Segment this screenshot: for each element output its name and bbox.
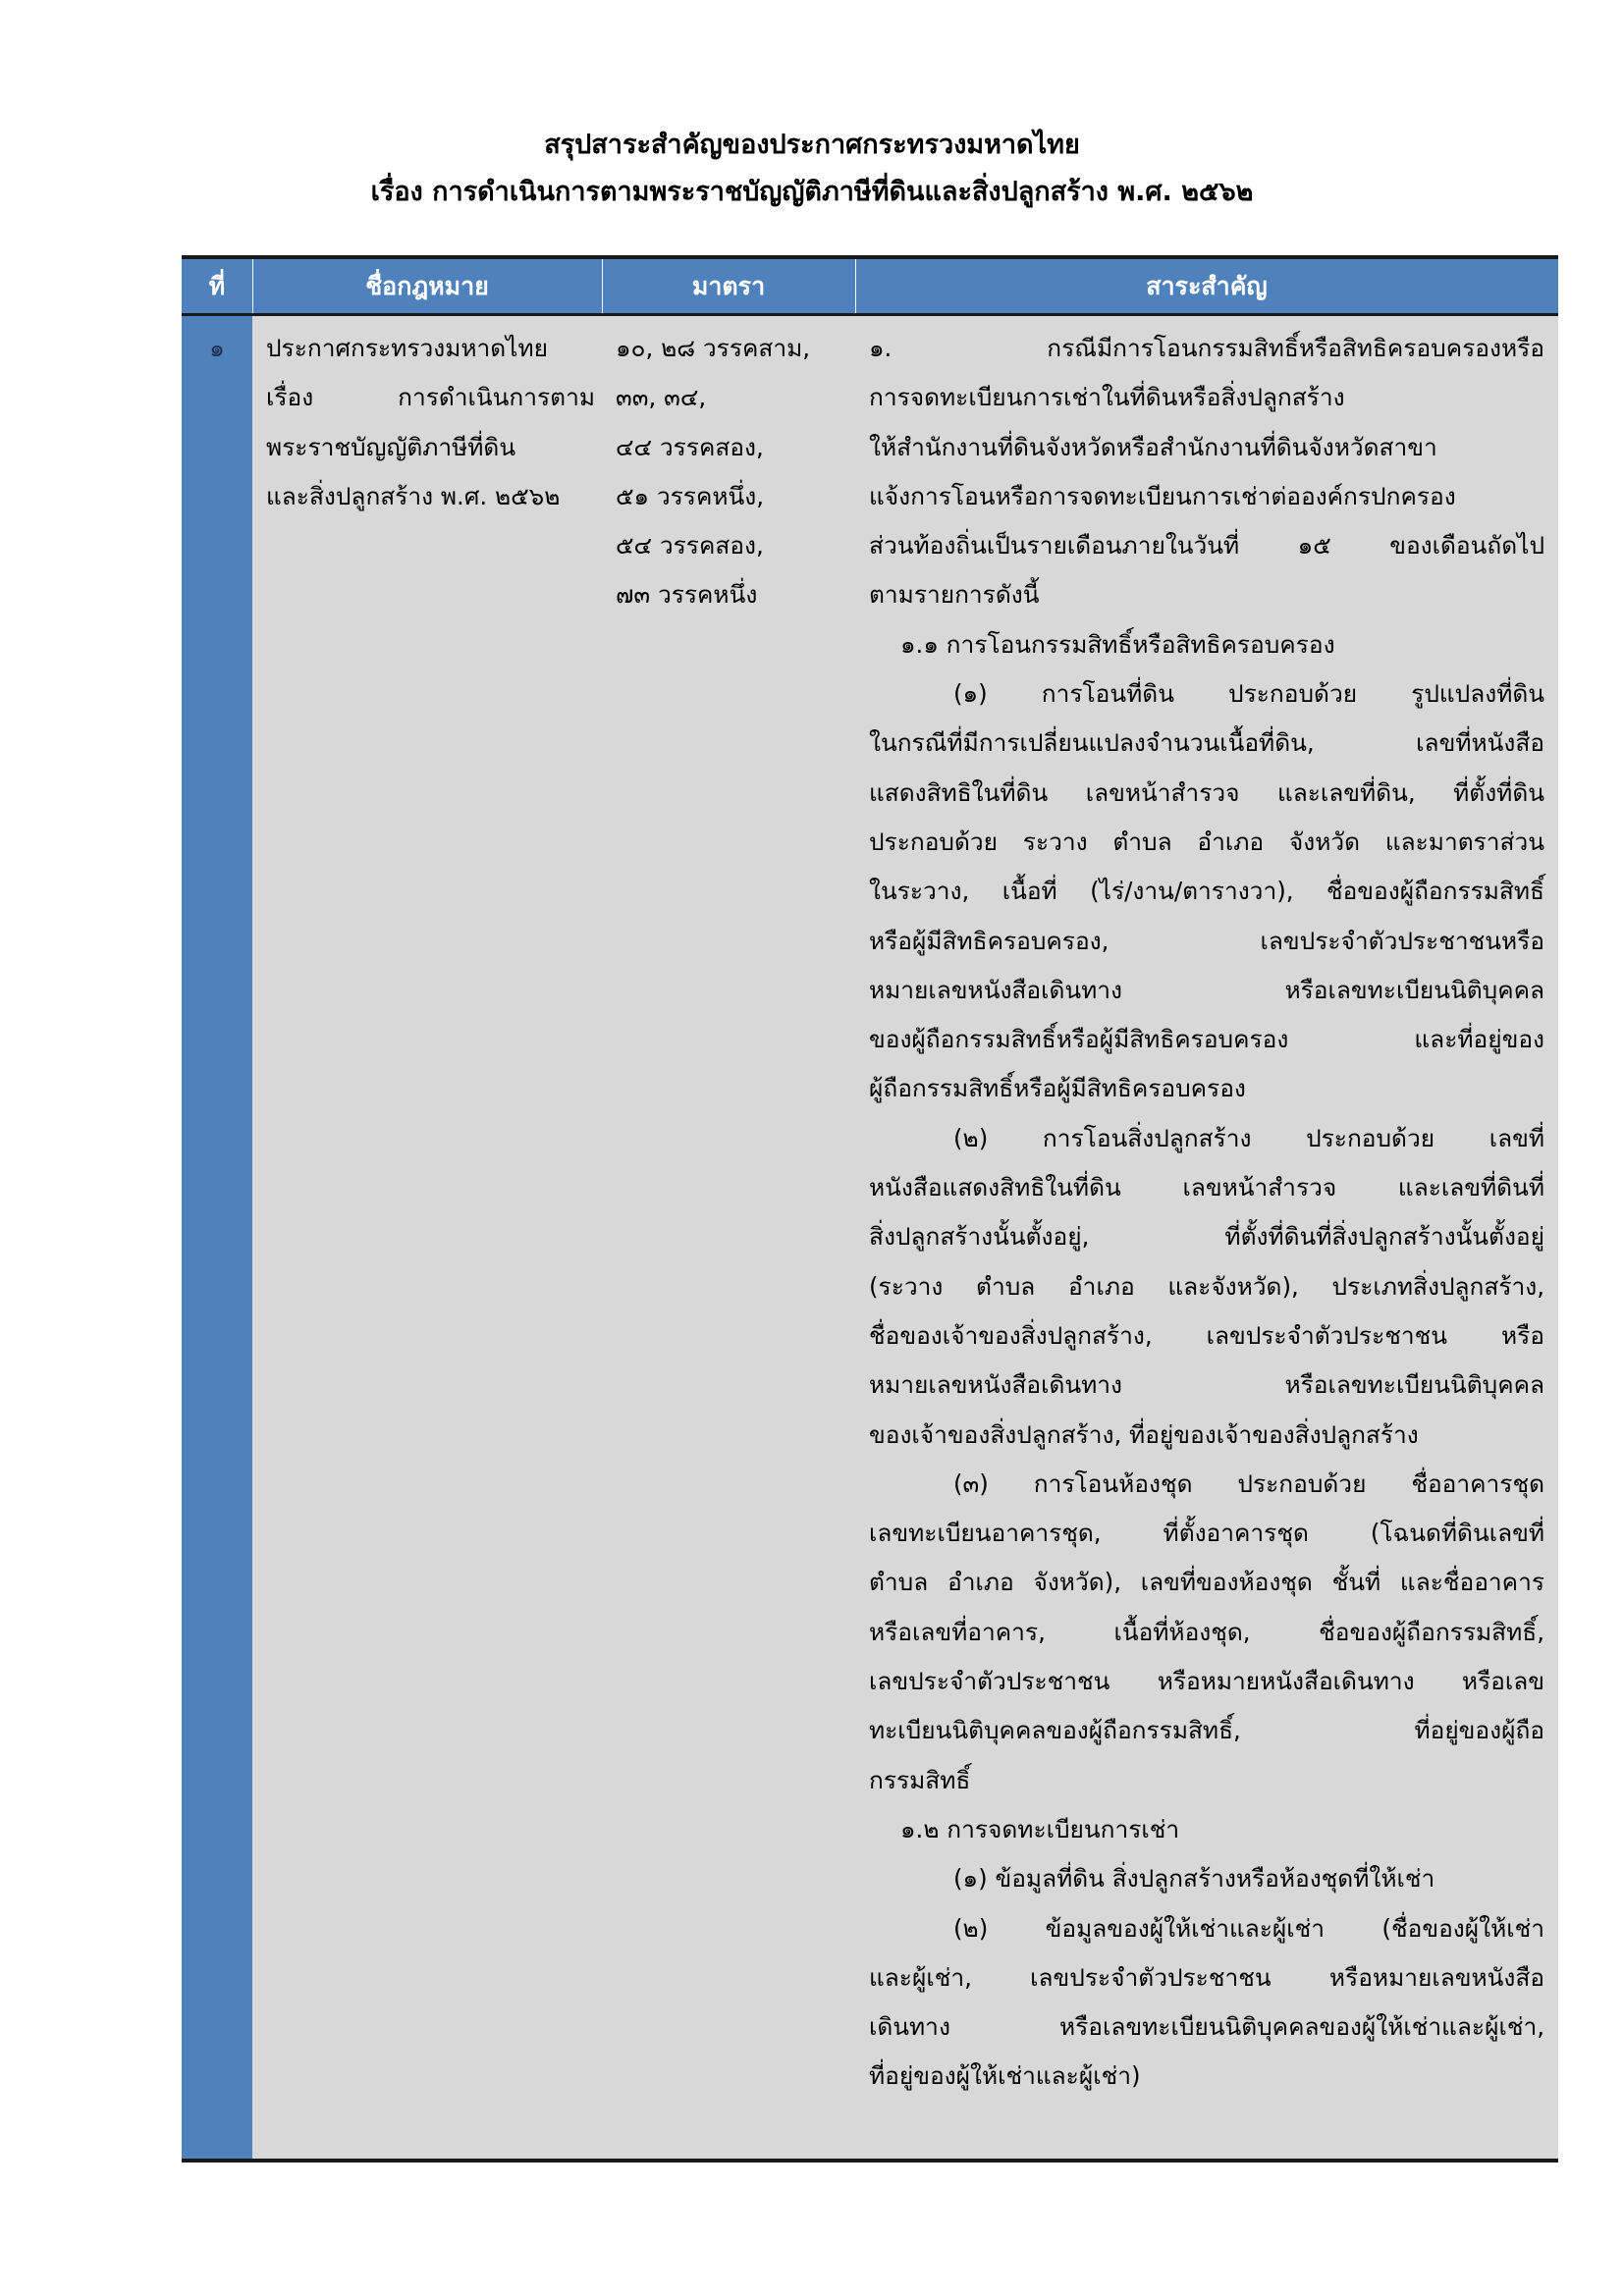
section-cell — [616, 324, 841, 620]
summary-line: ส่วนท้องถิ่นเป็นรายเดือนภายในวันที่ ๑๕ ของเดือนถัดไป — [869, 531, 1544, 561]
summary-line: (๑) ข้อมูลที่ดิน สิ่งปลูกสร้างหรือห้องชุดที่ให้เช่า — [953, 1864, 1435, 1894]
summary-line: กรรมสิทธิ์ — [869, 1765, 971, 1794]
summary-table — [182, 255, 1558, 2163]
header-no: ที่ — [208, 272, 226, 300]
summary-line: ๑. กรณีมีการโอนกรรมสิทธิ์หรือสิทธิครอบครองหรือ — [869, 334, 1544, 362]
header-section: มาตรา — [691, 272, 766, 300]
summary-line: และผู้เช่า, เลขประจำตัวประชาชน หรือหมายเลขหนังสือ — [869, 1962, 1544, 1992]
summary-line: เดินทาง หรือเลขทะเบียนนิติบุคคลของผู้ให้เช่าและผู้เช่า, — [869, 2012, 1544, 2042]
law-name-line: และสิ่งปลูกสร้าง พ.ศ. ๒๕๖๒ — [266, 481, 561, 510]
row-number: ๑ — [209, 334, 225, 362]
header-summary: สาระสำคัญ — [1146, 272, 1268, 300]
summary-line: เลขประจำตัวประชาชน หรือหมายหนังสือเดินทาง หรือเลข — [869, 1667, 1544, 1696]
summary-line: สิ่งปลูกสร้างนั้นตั้งอยู่, ที่ตั้งที่ดินที่สิ่งปลูกสร้างนั้นตั้งอยู่ — [869, 1222, 1544, 1252]
section-line: ๕๔ วรรคสอง, — [616, 531, 764, 561]
document-title: สรุปสาระสำคัญของประกาศกระทรวงมหาดไทย — [544, 130, 1080, 160]
law-name-cell — [266, 324, 595, 521]
summary-line: แสดงสิทธิในที่ดิน เลขหน้าสำรวจ และเลขที่ดิน, ที่ตั้งที่ดิน — [869, 777, 1544, 807]
section-line: ๕๑ วรรคหนึ่ง, — [616, 481, 764, 510]
summary-line: แจ้งการโอนหรือการจดทะเบียนการเช่าต่อองค์กรปกครอง — [869, 481, 1456, 510]
header-law-name: ชื่อกฎหมาย — [365, 272, 489, 300]
summary-subheading: ๑.๒ การจดทะเบียนการเช่า — [900, 1814, 1180, 1843]
summary-line: ตามรายการดังนี้ — [869, 580, 1040, 610]
summary-line: (๑) การโอนที่ดิน ประกอบด้วย รูปแปลงที่ดิน — [953, 679, 1544, 709]
section-line: ๑๐, ๒๘ วรรคสาม, — [616, 334, 811, 362]
section-line: ๓๓, ๓๔, — [616, 383, 707, 412]
summary-line: (ระวาง ตำบล อำเภอ และจังหวัด), ประเภทสิ่งปลูกสร้าง, — [869, 1271, 1544, 1301]
number-column-band — [182, 316, 252, 2159]
summary-line: ประกอบด้วย ระวาง ตำบล อำเภอ จังหวัด และมาตราส่วน — [869, 827, 1544, 856]
summary-line: ให้สำนักงานที่ดินจังหวัดหรือสำนักงานที่ดินจังหวัดสาขา — [869, 432, 1437, 461]
law-name-line: ประกาศกระทรวงมหาดไทย — [266, 334, 548, 362]
summary-line: ที่อยู่ของผู้ให้เช่าและผู้เช่า) — [869, 2061, 1141, 2091]
law-name-line: พระราชบัญญัติภาษีที่ดิน — [266, 432, 516, 461]
summary-line: หรือเลขที่อาคาร, เนื้อที่ห้องชุด, ชื่อของผู้ถือกรรมสิทธิ์, — [869, 1617, 1544, 1646]
summary-line: (๓) การโอนห้องชุด ประกอบด้วย ชื่ออาคารชุด — [953, 1468, 1544, 1498]
summary-line: ชื่อของเจ้าของสิ่งปลูกสร้าง, เลขประจำตัวประชาชน หรือ — [869, 1320, 1544, 1350]
document-subtitle: เรื่อง การดำเนินการตามพระราชบัญญัติภาษีที่ดินและสิ่งปลูกสร้าง พ.ศ. ๒๕๖๒ — [370, 177, 1254, 207]
table-header-row — [182, 259, 1558, 313]
summary-subheading: ๑.๑ การโอนกรรมสิทธิ์หรือสิทธิครอบครอง — [900, 629, 1335, 659]
summary-cell — [869, 324, 1544, 2102]
summary-line: เลขทะเบียนอาคารชุด, ที่ตั้งอาคารชุด (โฉนดที่ดินเลขที่ — [869, 1519, 1544, 1548]
summary-line: ของผู้ถือกรรมสิทธิ์หรือผู้มีสิทธิครอบครอง และที่อยู่ของ — [869, 1025, 1544, 1054]
summary-line: หรือผู้มีสิทธิครอบครอง, เลขประจำตัวประชาชนหรือ — [869, 926, 1544, 955]
summary-line: ผู้ถือกรรมสิทธิ์หรือผู้มีสิทธิครอบครอง — [869, 1074, 1246, 1103]
summary-line: หนังสือแสดงสิทธิในที่ดิน เลขหน้าสำรวจ และเลขที่ดินที่ — [869, 1173, 1544, 1202]
section-line: ๔๔ วรรคสอง, — [616, 432, 764, 461]
summary-line: ทะเบียนนิติบุคคลของผู้ถือกรรมสิทธิ์, ที่อยู่ของผู้ถือ — [869, 1716, 1544, 1745]
section-line: ๗๓ วรรคหนึ่ง — [616, 580, 758, 610]
summary-line: หมายเลขหนังสือเดินทาง หรือเลขทะเบียนนิติบุคคล — [869, 1370, 1544, 1400]
summary-line: ของเจ้าของสิ่งปลูกสร้าง, ที่อยู่ของเจ้าของสิ่งปลูกสร้าง — [869, 1419, 1419, 1449]
summary-line: ในระวาง, เนื้อที่ (ไร่/งาน/ตารางวา), ชื่อของผู้ถือกรรมสิทธิ์ — [869, 877, 1544, 906]
summary-line: (๒) ข้อมูลของผู้ให้เช่าและผู้เช่า (ชื่อของผู้ให้เช่า — [953, 1913, 1544, 1943]
summary-line: หมายเลขหนังสือเดินทาง หรือเลขทะเบียนนิติบุคคล — [869, 975, 1544, 1004]
summary-line: ตำบล อำเภอ จังหวัด), เลขที่ของห้องชุด ชั้นที่ และชื่ออาคาร — [869, 1568, 1544, 1597]
summary-line: การจดทะเบียนการเช่าในที่ดินหรือสิ่งปลูกสร้าง — [869, 383, 1345, 412]
summary-line: (๒) การโอนสิ่งปลูกสร้าง ประกอบด้วย เลขที่ — [953, 1123, 1544, 1152]
summary-line: ในกรณีที่มีการเปลี่ยนแปลงจำนวนเนื้อที่ดิน, เลขที่หนังสือ — [869, 728, 1544, 758]
law-name-line: เรื่อง การดำเนินการตาม — [266, 383, 595, 412]
